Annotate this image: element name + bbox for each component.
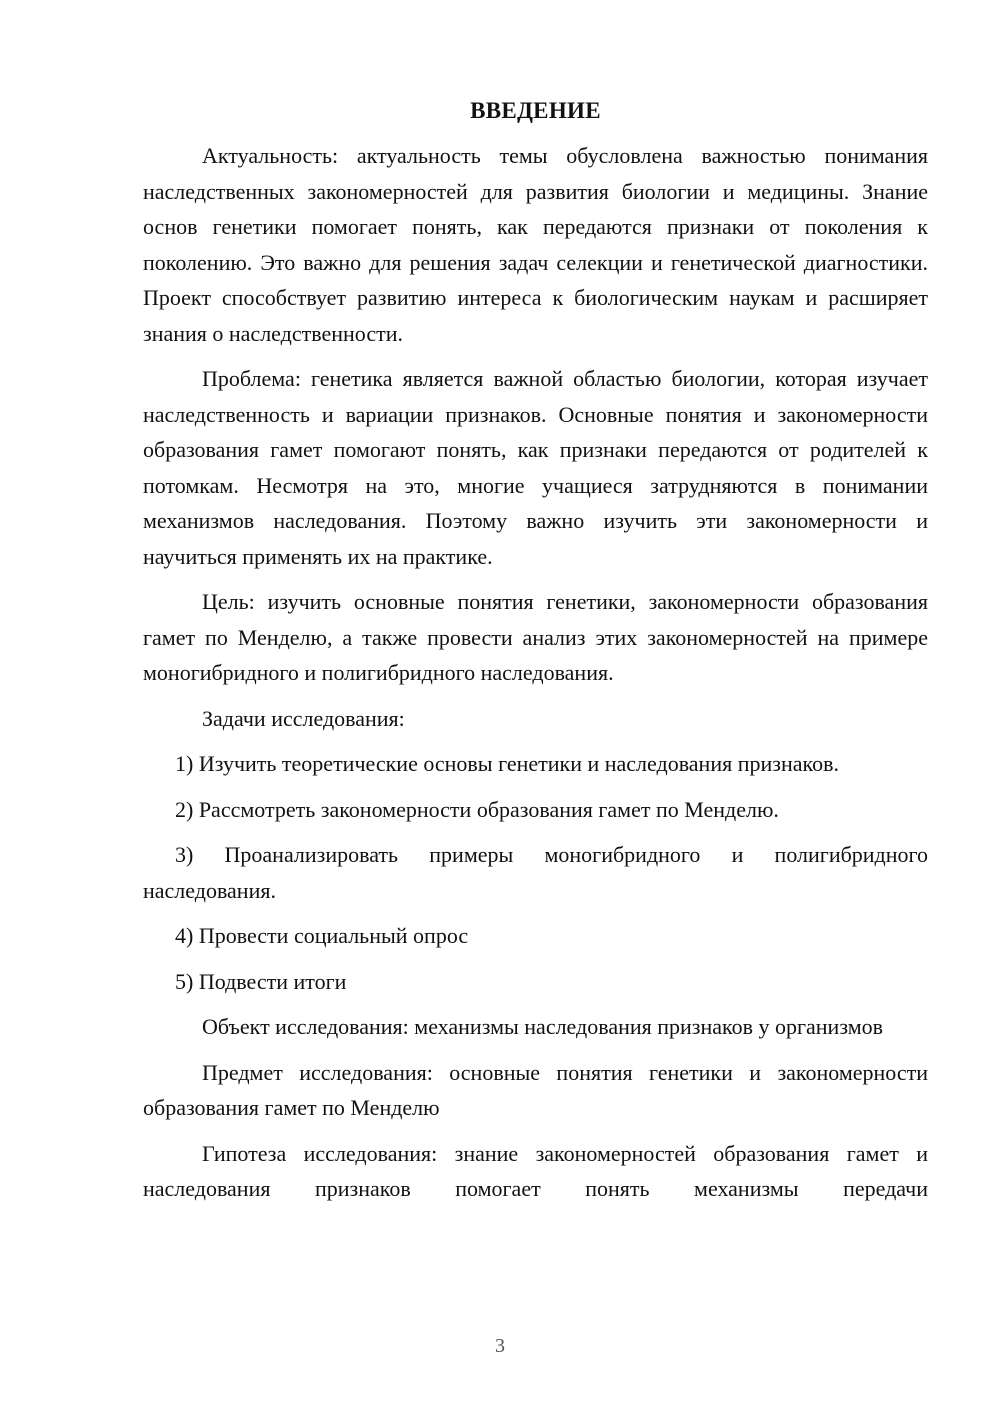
task-item-1: 1) Изучить теоретические основы генетики и наследования признаков. — [175, 751, 839, 776]
goal-paragraph: Цель: изучить основные понятия генетики, закономерности образования гамет по Менделю, а также провести анализ этих закономерностей на примере моногибридного и полигибридного наследования. — [143, 589, 928, 685]
object-paragraph: Объект исследования: механизмы наследования признаков у организмов — [202, 1014, 884, 1039]
relevance-paragraph: Актуальность: актуальность темы обусловлена важностью понимания наследственных закономерностей для развития биологии и медицины. Знание основ генетики помогает понять, как передаются признаки от поколения к поколению. Это важно для решения задач селекции и генетической диагностики. Проект способствует развитию интереса к биологическим наукам и расширяет знания о наследственности. — [143, 143, 928, 346]
subject-paragraph: Предмет исследования: основные понятия генетики и закономерности образования гамет по Менделю — [143, 1059, 928, 1120]
task-item-4: 4) Провести социальный опрос — [175, 923, 469, 948]
hypothesis-paragraph: Гипотеза исследования: знание закономерностей образования гамет и наследования признаков помогает понять механизмы передачи — [143, 1140, 928, 1201]
problem-paragraph: Проблема: генетика является важной областью биологии, которая изучает наследственность и вариации признаков. Основные понятия и закономерности образования гамет помогают понять, как признаки передаются от родителей к потомкам. Несмотря на это, многие учащиеся затрудняются в понимании механизмов наследования. Поэтому важно изучить эти закономерности и научиться применять их на практике. — [143, 366, 928, 569]
tasks-heading: Задачи исследования: — [202, 705, 405, 731]
task-item-5: 5) Подвести итоги — [175, 968, 347, 994]
page-body — [143, 96, 928, 1207]
section-title: ВВЕДЕНИЕ — [470, 98, 601, 123]
task-item-2: 2) Рассмотреть закономерности образования гамет по Менделю. — [175, 796, 779, 822]
task-item-3: 3) Проанализировать примеры моногибридного и полигибридного наследования. — [143, 842, 928, 903]
page-number: 3 — [495, 1335, 505, 1357]
